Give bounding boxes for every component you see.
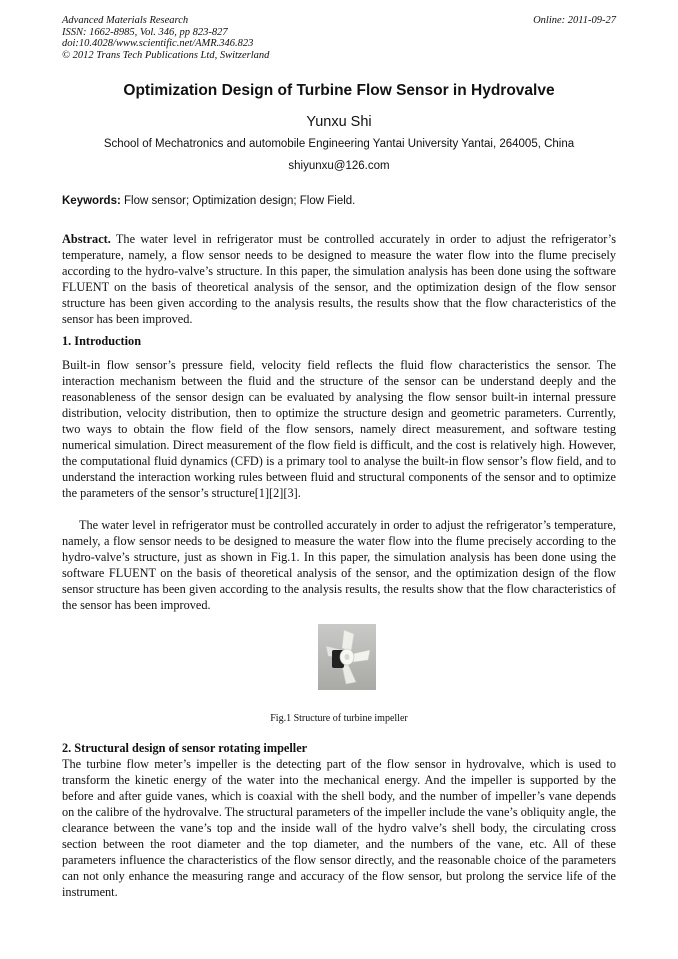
- abstract-label: Abstract.: [62, 232, 111, 246]
- issn-line: ISSN: 1662-8985, Vol. 346, pp 823-827: [62, 26, 228, 38]
- online-date: Online: 2011-09-27: [533, 15, 616, 26]
- section-2-heading: 2. Structural design of sensor rotating impeller: [62, 741, 308, 755]
- copyright-line: © 2012 Trans Tech Publications Ltd, Switzerland: [62, 49, 270, 61]
- intro-paragraph-1: Built-in flow sensor’s pressure field, velocity field reflects the fluid flow characteristics the sensor. The interaction mechanism between the fluid and the structure of the sensor can be understand deeply and the reasonableness of the sensor design can be evaluated by analysing the flow sensor built-in internal pressure distribution, velocity distribution, then to optimize the structure design and geometric parameters. Currently, two ways to obtain the flow field of the flow sensors, namely direct measurement, and software testing numerical simulation. Direct measurement of the flow field is difficult, and the cost is relatively high. However, the computational fluid dynamics (CFD) is a primary tool to analyse the built-in flow sensor’s flow field, and to understand the interaction working rules between fluid and structural components of the sensor and to optimize the parameters of the sensor’s structure[1][2][3].: [62, 358, 616, 500]
- journal-name: Advanced Materials Research: [62, 15, 189, 26]
- keywords-text: Flow sensor; Optimization design; Flow Field.: [120, 195, 356, 207]
- keywords-label: Keywords:: [62, 195, 121, 207]
- abstract: [62, 232, 616, 328]
- journal-header: [62, 15, 616, 61]
- abstract-text: The water level in refrigerator must be controlled accurately in order to adjust the refrigerator’s temperature, namely, a flow sensor needs to be designed to measure the water flow into the flume precisely according to the hydro-valve’s structure. In this paper, the simulation analysis has been done using the software FLUENT on the basis of theoretical analysis of the sensor, and the optimization design of the flow sensor structure has been given according to the analysis results, the results show that the flow characteristics of the sensor has been improved.: [62, 232, 616, 326]
- turbine-impeller-photo: [318, 624, 376, 690]
- figure-1-caption: Fig.1 Structure of turbine impeller: [270, 713, 408, 724]
- author-affiliation: School of Mechatronics and automobile Engineering Yantai University Yantai, 264005, China: [103, 138, 575, 150]
- keywords: [62, 195, 616, 207]
- paper-title: Optimization Design of Turbine Flow Sensor in Hydrovalve: [123, 82, 555, 99]
- author-name: Yunxu Shi: [306, 114, 372, 130]
- section-1-heading: 1. Introduction: [62, 334, 142, 348]
- doi-link[interactable]: doi:10.4028/www.scientific.net/AMR.346.823: [62, 38, 254, 49]
- author-email[interactable]: shiyunxu@126.com: [288, 160, 390, 172]
- intro-paragraph-2: The water level in refrigerator must be controlled accurately in order to adjust the refrigerator’s temperature, namely, a flow sensor needs to be designed to measure the water flow into the flume precisely according to the hydro-valve’s structure, just as shown in Fig.1. In this paper, the simulation analysis has been done using the software FLUENT on the basis of theoretical analysis of the sensor, and the optimization design of the flow sensor structure has been given according to the analysis results, the results show that the flow characteristics of the sensor has been improved.: [62, 518, 616, 612]
- section-2-paragraph: The turbine flow meter’s impeller is the detecting part of the flow sensor in hydrovalve, which is used to transform the kinetic energy of the water into the mechanical energy. And the impeller is supported by the before and after guide vanes, which is coaxial with the shell body, and the number of impeller’s vane depends on the calibre of the hydrovalve. The structural parameters of the impeller include the vane’s obliquity angle, the clearance between the vane’s top and the inside wall of the hydro valve’s shell body, the circulating cross section between the root diameter and the top diameter, and the numbers of the vane, etc. All of these parameters influence the characteristics of the flow sensor directly, and the reasonable choice of the parameters can not only enhance the measuring range and accuracy of the flow sensor, but prolong the service life of the instrument.: [62, 757, 616, 899]
